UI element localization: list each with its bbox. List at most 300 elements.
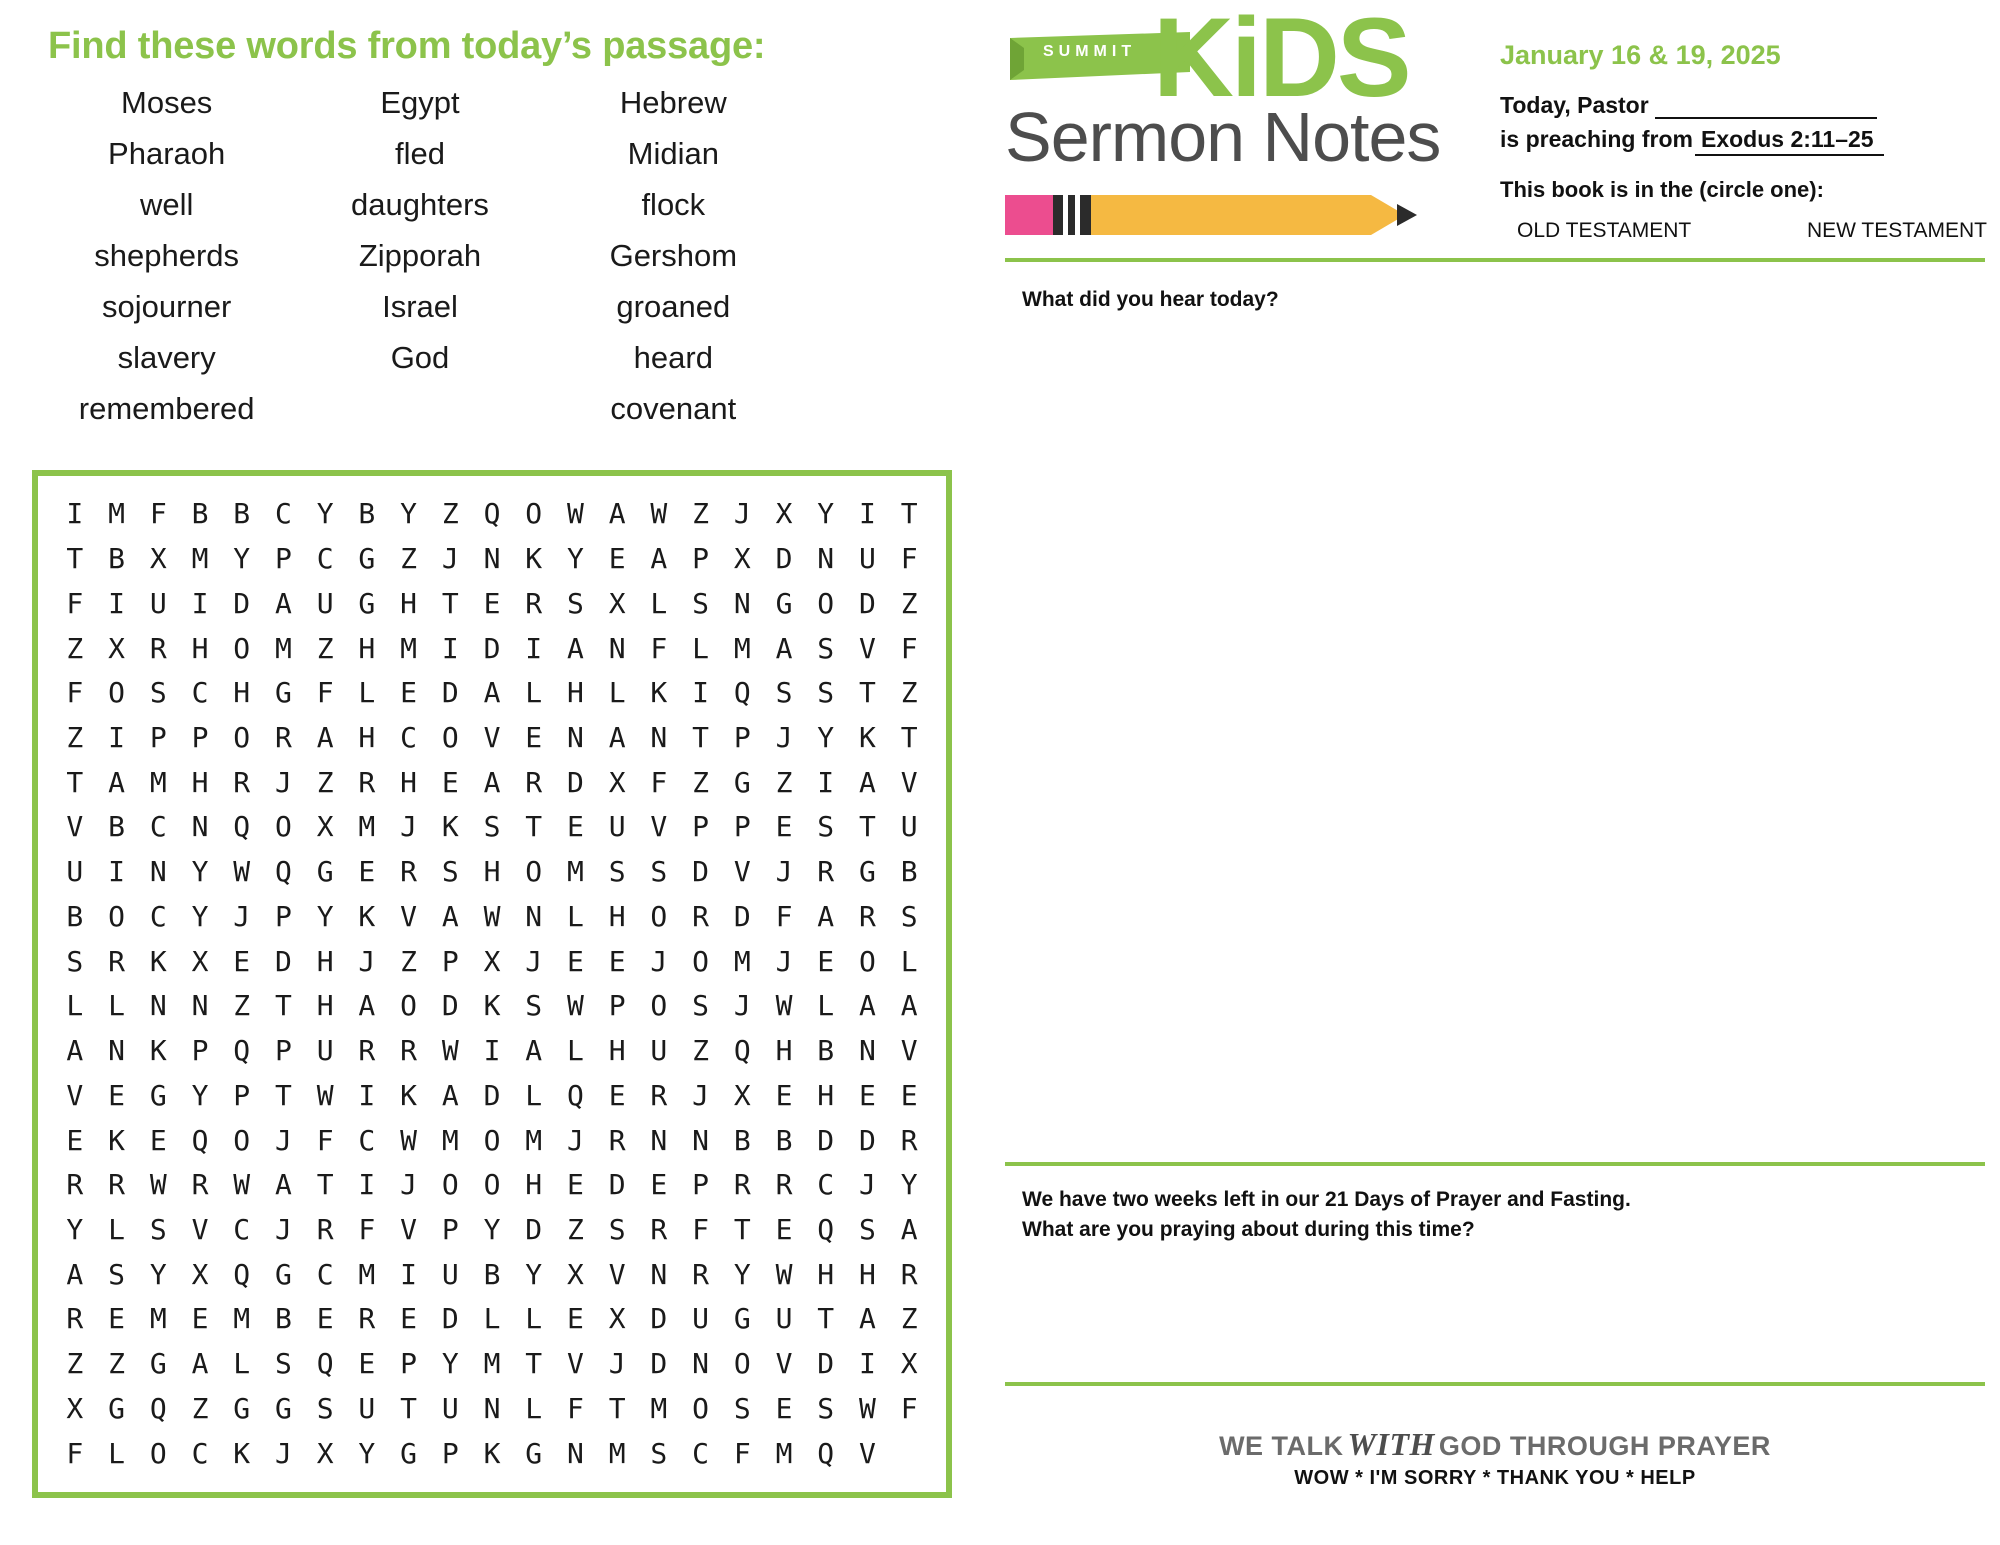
preaching-from-label: is preaching from — [1500, 126, 1693, 152]
puzzle-letter: C — [358, 1123, 376, 1157]
puzzle-letter: S — [692, 586, 709, 620]
word-list-item: daughters — [351, 187, 489, 222]
puzzle-letter: W — [858, 1391, 876, 1425]
puzzle-letter: P — [191, 720, 209, 754]
puzzle-letter: R — [149, 631, 167, 665]
puzzle-letter: Y — [233, 542, 251, 576]
ribbon-label: SUMMIT — [1043, 43, 1137, 60]
puzzle-letter: B — [483, 1257, 501, 1291]
word-search-grid — [54, 492, 930, 1476]
puzzle-letter: Z — [692, 1034, 709, 1068]
puzzle-letter: P — [441, 1212, 459, 1246]
word-list-item: groaned — [616, 289, 731, 324]
puzzle-letter: E — [858, 1078, 876, 1112]
puzzle-letter: J — [274, 1436, 292, 1470]
puzzle-letter: U — [441, 1257, 459, 1291]
pencil-ferrule-stripe — [1063, 195, 1068, 235]
puzzle-letter: X — [483, 944, 501, 978]
puzzle-letter: R — [608, 1123, 626, 1157]
puzzle-letter: J — [608, 1347, 626, 1381]
puzzle-letter: L — [650, 586, 668, 620]
puzzle-letter: S — [817, 1391, 835, 1425]
footer-tagline-post: GOD THROUGH PRAYER — [1438, 1431, 1771, 1461]
puzzle-letter: Y — [358, 1436, 376, 1470]
puzzle-letter: Z — [441, 497, 459, 531]
pencil-icon — [1005, 195, 1425, 235]
puzzle-letter: X — [608, 586, 626, 620]
puzzle-letter: D — [566, 765, 584, 799]
puzzle-letter: J — [858, 1168, 876, 1202]
puzzle-letter: V — [400, 1212, 417, 1246]
puzzle-letter: E — [775, 1078, 793, 1112]
puzzle-letter: R — [525, 765, 543, 799]
puzzle-letter: V — [900, 1034, 918, 1068]
puzzle-letter: B — [233, 497, 251, 531]
puzzle-letter: R — [900, 1257, 918, 1291]
puzzle-letter: P — [692, 542, 709, 576]
puzzle-letter: R — [817, 855, 835, 889]
puzzle-letter: A — [483, 765, 501, 799]
puzzle-letter: S — [692, 989, 709, 1023]
puzzle-letter: E — [817, 944, 835, 978]
puzzle-letter: O — [233, 1123, 251, 1157]
puzzle-letter: N — [650, 1123, 668, 1157]
puzzle-letter: J — [692, 1078, 709, 1112]
puzzle-letter: L — [525, 1391, 543, 1425]
puzzle-letter: L — [483, 1302, 501, 1336]
puzzle-letter: J — [775, 855, 793, 889]
puzzle-letter: Y — [817, 720, 835, 754]
word-list-item: remembered — [78, 391, 255, 426]
puzzle-letter: X — [108, 631, 125, 665]
puzzle-letter: M — [191, 542, 209, 576]
puzzle-letter: A — [900, 989, 918, 1023]
puzzle-letter: S — [900, 899, 918, 933]
puzzle-letter: C — [191, 676, 209, 710]
word-list-item: Pharaoh — [108, 136, 226, 171]
puzzle-letter: E — [316, 1302, 334, 1336]
puzzle-letter: Y — [733, 1257, 751, 1291]
puzzle-letter: L — [66, 989, 84, 1023]
puzzle-letter: A — [441, 1078, 459, 1112]
puzzle-letter: M — [233, 1302, 251, 1336]
puzzle-letter: N — [483, 542, 501, 576]
puzzle-letter: P — [274, 899, 292, 933]
word-list-item: Egypt — [380, 85, 460, 120]
puzzle-letter: R — [274, 720, 292, 754]
word-list — [40, 82, 800, 430]
puzzle-letter: F — [316, 1123, 334, 1157]
puzzle-letter: U — [692, 1302, 709, 1336]
puzzle-letter: L — [358, 676, 376, 710]
puzzle-letter: J — [274, 765, 292, 799]
puzzle-letter: O — [108, 676, 125, 710]
puzzle-letter: Y — [66, 1212, 84, 1246]
puzzle-letter: O — [441, 720, 459, 754]
puzzle-letter: D — [650, 1347, 668, 1381]
puzzle-letter: Z — [900, 586, 918, 620]
puzzle-letter: H — [400, 586, 417, 620]
puzzle-letter: K — [525, 542, 543, 576]
puzzle-letter: Q — [274, 855, 292, 889]
word-list-item: Midian — [627, 136, 719, 171]
puzzle-letter: O — [692, 944, 709, 978]
puzzle-letter: Y — [191, 855, 209, 889]
puzzle-letter: H — [525, 1168, 543, 1202]
puzzle-letter: X — [191, 1257, 209, 1291]
puzzle-letter: G — [525, 1436, 543, 1470]
puzzle-letter: P — [274, 1034, 292, 1068]
puzzle-letter: F — [692, 1212, 709, 1246]
puzzle-letter: S — [108, 1257, 125, 1291]
puzzle-letter: K — [400, 1078, 417, 1112]
puzzle-letter: B — [274, 1302, 292, 1336]
puzzle-letter: N — [650, 1257, 668, 1291]
puzzle-letter: S — [149, 1212, 167, 1246]
puzzle-letter: S — [149, 676, 167, 710]
puzzle-letter: H — [817, 1257, 835, 1291]
puzzle-letter: B — [775, 1123, 793, 1157]
puzzle-letter: G — [858, 855, 876, 889]
puzzle-letter: V — [733, 855, 751, 889]
puzzle-letter: C — [274, 497, 292, 531]
puzzle-letter: R — [358, 765, 376, 799]
word-list-item: shepherds — [94, 238, 240, 273]
puzzle-letter: A — [108, 765, 125, 799]
question-2-label-line2: What are you praying about during this time? — [1022, 1218, 1475, 1241]
puzzle-letter: W — [441, 1034, 459, 1068]
puzzle-letter: Y — [525, 1257, 543, 1291]
puzzle-letter: A — [900, 1212, 918, 1246]
puzzle-letter: E — [400, 676, 417, 710]
puzzle-letter: R — [650, 1212, 668, 1246]
puzzle-letter: S — [566, 586, 584, 620]
puzzle-letter: L — [108, 1436, 125, 1470]
puzzle-letter: G — [775, 586, 793, 620]
puzzle-letter: V — [66, 1078, 84, 1112]
puzzle-letter: S — [441, 855, 459, 889]
puzzle-letter: K — [149, 1034, 167, 1068]
puzzle-letter: T — [274, 1078, 292, 1112]
puzzle-letter: X — [900, 1347, 918, 1381]
puzzle-letter: V — [900, 765, 918, 799]
puzzle-letter: R — [650, 1078, 668, 1112]
puzzle-letter: I — [817, 765, 835, 799]
puzzle-letter: G — [274, 1257, 292, 1291]
puzzle-letter: M — [566, 855, 584, 889]
puzzle-letter: V — [858, 1436, 876, 1470]
word-list-item: covenant — [610, 391, 737, 426]
puzzle-letter: O — [233, 720, 251, 754]
puzzle-letter: B — [358, 497, 376, 531]
puzzle-letter: K — [858, 720, 876, 754]
puzzle-letter: X — [608, 1302, 626, 1336]
puzzle-letter: B — [108, 542, 125, 576]
puzzle-letter: R — [775, 1168, 793, 1202]
puzzle-letter: M — [441, 1123, 459, 1157]
puzzle-letter: S — [274, 1347, 292, 1381]
puzzle-letter: F — [650, 631, 668, 665]
puzzle-letter: A — [274, 586, 292, 620]
puzzle-letter: F — [733, 1436, 751, 1470]
puzzle-letter: Y — [316, 497, 334, 531]
puzzle-letter: S — [775, 676, 793, 710]
puzzle-letter: Q — [233, 1257, 251, 1291]
puzzle-letter: J — [233, 899, 251, 933]
puzzle-letter: O — [483, 1123, 501, 1157]
puzzle-letter: Q — [817, 1212, 835, 1246]
puzzle-letter: G — [316, 855, 334, 889]
puzzle-letter: Y — [441, 1347, 459, 1381]
puzzle-letter: G — [274, 1391, 292, 1425]
puzzle-letter: G — [358, 542, 376, 576]
puzzle-letter: G — [400, 1436, 417, 1470]
puzzle-letter: I — [858, 1347, 876, 1381]
puzzle-letter: K — [650, 676, 668, 710]
puzzle-letter: I — [66, 497, 84, 531]
puzzle-letter: R — [692, 899, 709, 933]
puzzle-letter: A — [566, 631, 584, 665]
puzzle-letter: X — [316, 1436, 334, 1470]
pencil-body — [1091, 195, 1371, 235]
puzzle-letter: L — [108, 1212, 125, 1246]
puzzle-letter: D — [692, 855, 709, 889]
word-list-item — [293, 388, 546, 430]
puzzle-letter: Y — [400, 497, 417, 531]
puzzle-letter: W — [400, 1123, 417, 1157]
puzzle-letter: A — [483, 676, 501, 710]
puzzle-letter: H — [483, 855, 501, 889]
puzzle-letter: U — [775, 1302, 793, 1336]
puzzle-letter: O — [817, 586, 835, 620]
puzzle-letter: P — [233, 1078, 251, 1112]
puzzle-letter: O — [149, 1436, 167, 1470]
puzzle-letter: L — [692, 631, 709, 665]
puzzle-letter: M — [358, 810, 376, 844]
worksheet-left-column — [0, 0, 990, 1545]
puzzle-letter: I — [441, 631, 459, 665]
puzzle-letter: S — [650, 855, 668, 889]
puzzle-letter: N — [566, 720, 584, 754]
puzzle-letter: K — [233, 1436, 251, 1470]
puzzle-letter: D — [608, 1168, 626, 1202]
puzzle-letter: S — [66, 944, 84, 978]
puzzle-letter: W — [233, 855, 251, 889]
puzzle-letter: T — [608, 1391, 626, 1425]
pastor-name-input[interactable] — [1655, 95, 1877, 119]
puzzle-letter: G — [233, 1391, 251, 1425]
puzzle-letter: V — [566, 1347, 584, 1381]
puzzle-letter: D — [441, 989, 459, 1023]
option-old-testament[interactable]: OLD TESTAMENT — [1517, 219, 1692, 242]
puzzle-letter: L — [566, 1034, 584, 1068]
puzzle-letter: L — [108, 989, 125, 1023]
summit-kids-logo — [1005, 0, 1480, 245]
puzzle-letter: R — [858, 899, 876, 933]
puzzle-letter: H — [608, 1034, 626, 1068]
puzzle-letter: Z — [692, 497, 709, 531]
puzzle-letter: A — [358, 989, 376, 1023]
puzzle-letter: P — [733, 720, 751, 754]
word-list-item: fled — [395, 136, 445, 171]
puzzle-letter: Z — [692, 765, 709, 799]
puzzle-letter: D — [817, 1123, 835, 1157]
puzzle-letter: T — [274, 989, 292, 1023]
puzzle-letter: T — [441, 586, 459, 620]
puzzle-letter: E — [191, 1302, 209, 1336]
puzzle-letter: E — [525, 720, 543, 754]
puzzle-letter: X — [66, 1391, 84, 1425]
puzzle-letter: P — [149, 720, 167, 754]
puzzle-letter: D — [858, 586, 876, 620]
footer-prayer-steps: WOW * I'M SORRY * THANK YOU * HELP — [1294, 1467, 1696, 1489]
puzzle-letter: T — [858, 676, 876, 710]
puzzle-letter: R — [108, 944, 125, 978]
puzzle-letter: U — [149, 586, 167, 620]
puzzle-letter: F — [566, 1391, 584, 1425]
puzzle-letter: A — [274, 1168, 292, 1202]
puzzle-letter: D — [650, 1302, 668, 1336]
puzzle-letter: Y — [316, 899, 334, 933]
puzzle-letter: P — [608, 989, 626, 1023]
puzzle-letter: A — [441, 899, 459, 933]
puzzle-letter: O — [400, 989, 417, 1023]
puzzle-letter: V — [608, 1257, 626, 1291]
puzzle-letter: K — [108, 1123, 125, 1157]
puzzle-letter: C — [149, 899, 167, 933]
puzzle-letter: Q — [566, 1078, 584, 1112]
puzzle-letter: U — [900, 810, 918, 844]
puzzle-letter: A — [66, 1257, 84, 1291]
puzzle-letter: Z — [316, 765, 334, 799]
puzzle-letter: R — [233, 765, 251, 799]
word-list-item: sojourner — [102, 289, 232, 324]
puzzle-letter: J — [274, 1212, 292, 1246]
puzzle-letter: N — [692, 1347, 709, 1381]
puzzle-letter: Y — [191, 1078, 209, 1112]
puzzle-letter: J — [566, 1123, 584, 1157]
puzzle-letter: S — [525, 989, 543, 1023]
puzzle-letter: C — [316, 1257, 334, 1291]
pastor-name-label: Today, Pastor — [1500, 92, 1649, 118]
puzzle-letter: M — [525, 1123, 543, 1157]
puzzle-letter: S — [858, 1212, 876, 1246]
puzzle-letter: J — [441, 542, 459, 576]
option-new-testament[interactable]: NEW TESTAMENT — [1806, 219, 1987, 242]
puzzle-letter: T — [733, 1212, 751, 1246]
word-list-item: Zipporah — [358, 238, 482, 273]
puzzle-letter: F — [66, 676, 84, 710]
puzzle-letter: A — [858, 989, 876, 1023]
puzzle-letter: M — [608, 1436, 626, 1470]
puzzle-letter: E — [358, 1347, 376, 1381]
puzzle-letter: C — [817, 1168, 835, 1202]
puzzle-letter: W — [775, 1257, 793, 1291]
puzzle-letter: J — [775, 720, 793, 754]
word-list-item: Israel — [382, 289, 458, 324]
puzzle-letter: N — [108, 1034, 125, 1068]
puzzle-letter: E — [566, 1168, 584, 1202]
puzzle-letter: E — [149, 1123, 167, 1157]
puzzle-letter: X — [566, 1257, 584, 1291]
puzzle-letter: J — [650, 944, 668, 978]
puzzle-letter: E — [566, 810, 584, 844]
puzzle-letter: O — [525, 497, 543, 531]
testament-question-label: This book is in the (circle one): — [1500, 177, 1824, 202]
puzzle-letter: L — [608, 676, 626, 710]
puzzle-letter: T — [525, 1347, 543, 1381]
puzzle-letter: V — [775, 1347, 793, 1381]
puzzle-letter: T — [525, 810, 543, 844]
puzzle-letter: I — [108, 855, 125, 889]
puzzle-letter: W — [566, 497, 584, 531]
puzzle-letter: B — [733, 1123, 751, 1157]
puzzle-letter: G — [733, 1302, 751, 1336]
puzzle-letter: D — [441, 676, 459, 710]
puzzle-letter: W — [775, 989, 793, 1023]
puzzle-letter: J — [775, 944, 793, 978]
puzzle-letter: S — [483, 810, 501, 844]
puzzle-letter: K — [483, 989, 501, 1023]
puzzle-letter: D — [274, 944, 292, 978]
puzzle-letter: Y — [900, 1168, 918, 1202]
puzzle-letter: A — [608, 497, 626, 531]
puzzle-letter: P — [274, 542, 292, 576]
puzzle-letter: A — [316, 720, 334, 754]
puzzle-letter: Q — [733, 1034, 751, 1068]
puzzle-letter: Z — [66, 720, 84, 754]
puzzle-letter: T — [66, 765, 84, 799]
puzzle-letter: Y — [191, 899, 209, 933]
puzzle-letter: Z — [108, 1347, 125, 1381]
puzzle-letter: T — [316, 1168, 334, 1202]
puzzle-letter: U — [858, 542, 876, 576]
puzzle-letter: N — [149, 855, 167, 889]
puzzle-letter: M — [149, 1302, 167, 1336]
puzzle-letter: N — [191, 989, 209, 1023]
puzzle-letter: A — [650, 542, 668, 576]
puzzle-letter: L — [525, 1302, 543, 1336]
puzzle-letter: E — [608, 1078, 626, 1112]
puzzle-letter: D — [858, 1123, 876, 1157]
puzzle-letter: X — [608, 765, 626, 799]
puzzle-letter: J — [733, 989, 751, 1023]
puzzle-letter: C — [316, 542, 334, 576]
passage-reference: Exodus 2:11–25 — [1695, 126, 1884, 156]
puzzle-letter: T — [900, 720, 918, 754]
service-date: January 16 & 19, 2025 — [1500, 40, 1781, 70]
puzzle-letter: M — [733, 631, 751, 665]
puzzle-letter: W — [566, 989, 584, 1023]
puzzle-letter: D — [775, 542, 793, 576]
puzzle-letter: R — [66, 1302, 84, 1336]
puzzle-letter: C — [692, 1436, 709, 1470]
word-list-item: God — [390, 340, 450, 375]
puzzle-letter: G — [733, 765, 751, 799]
puzzle-letter: U — [316, 1034, 334, 1068]
puzzle-letter: T — [400, 1391, 417, 1425]
puzzle-letter: L — [525, 1078, 543, 1112]
puzzle-letter: W — [650, 497, 668, 531]
puzzle-letter: H — [608, 899, 626, 933]
puzzle-letter: A — [858, 765, 876, 799]
puzzle-letter: K — [483, 1436, 501, 1470]
puzzle-letter: I — [108, 586, 125, 620]
puzzle-letter: K — [149, 944, 167, 978]
puzzle-letter: R — [66, 1168, 84, 1202]
puzzle-letter: H — [566, 676, 584, 710]
word-list-item: flock — [641, 187, 706, 222]
